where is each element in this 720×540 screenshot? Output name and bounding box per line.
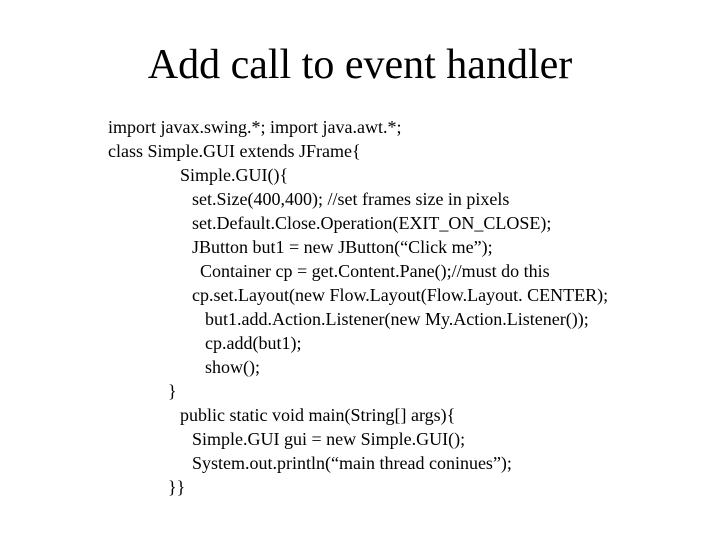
code-line-9: but1.add.Action.Listener(new My.Action.Listener()); <box>205 309 589 329</box>
slide-title: Add call to event handler <box>147 42 573 88</box>
code-line-13: public static void main(String[] args){ <box>180 405 456 425</box>
code-line-1: import javax.swing.*; import java.awt.*; <box>108 117 402 137</box>
code-line-12: } <box>168 381 177 401</box>
code-line-11: show(); <box>205 357 260 377</box>
code-line-7: Container cp = get.Content.Pane();//must do this <box>200 261 550 281</box>
code-line-6: JButton but1 = new JButton(“Click me”); <box>192 237 493 257</box>
code-line-4: set.Size(400,400); //set frames size in pixels <box>192 189 510 209</box>
code-line-3: Simple.GUI(){ <box>180 165 289 185</box>
code-line-8: cp.set.Layout(new Flow.Layout(Flow.Layout. CENTER); <box>192 285 609 305</box>
code-line-10: cp.add(but1); <box>205 333 302 353</box>
code-line-15: System.out.println(“main thread coninues”); <box>192 453 512 473</box>
code-line-14: Simple.GUI gui = new Simple.GUI(); <box>192 429 466 449</box>
code-line-2: class Simple.GUI extends JFrame{ <box>108 141 361 161</box>
code-line-16: }} <box>168 477 186 497</box>
code-line-5: set.Default.Close.Operation(EXIT_ON_CLOSE); <box>192 213 552 233</box>
